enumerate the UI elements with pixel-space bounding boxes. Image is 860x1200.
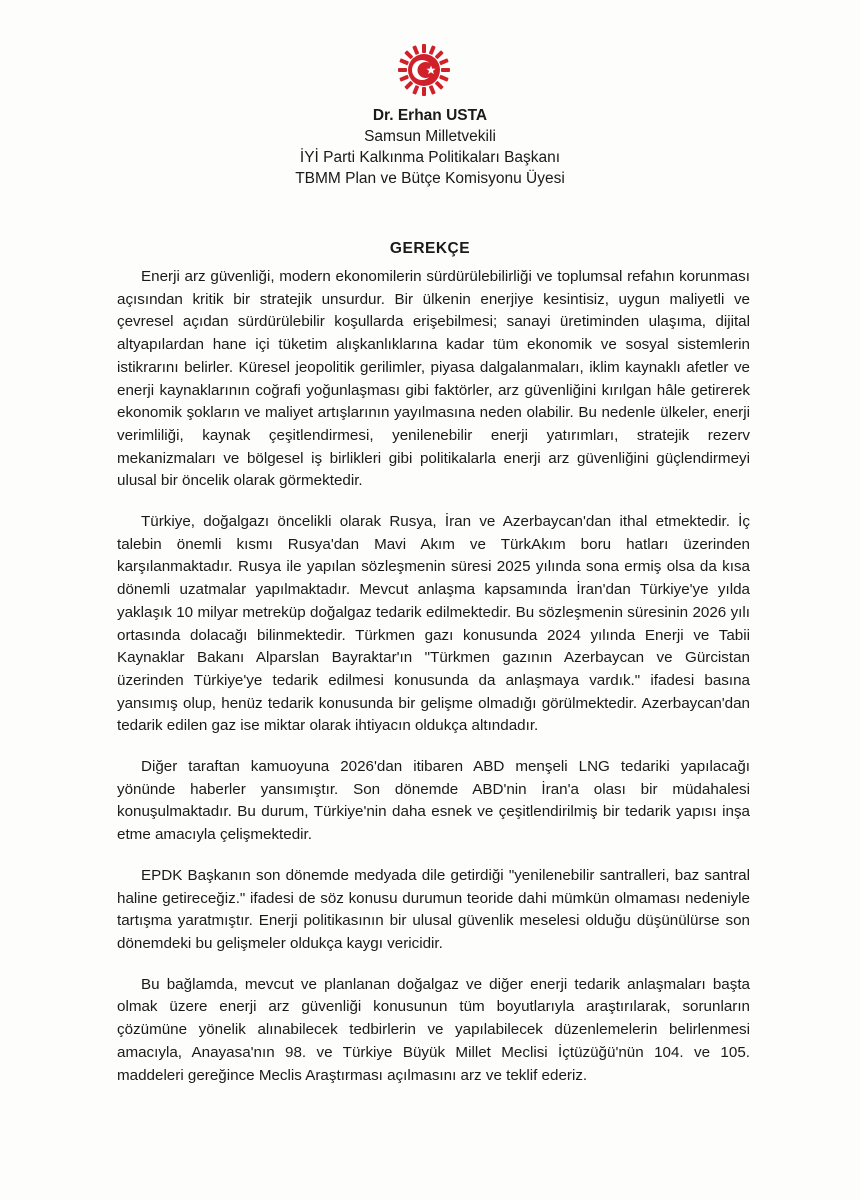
paragraph-1: Enerji arz güvenliği, modern ekonomilerin sürdürülebilirliği ve toplumsal refahın korunması açısından kritik bir stratejik unsurdur. Bir ülkenin enerjiye kesintisiz, uygun maliyetli ve çevresel açıdan sürdürülebilir koşullarda erişebilmesi; sanayi üretiminden ulaşıma, dijital altyapılardan hane içi tüketim alışkanlıklarına kadar tüm ekonomik ve sosyal sistemlerin istikrarını belirler. Küresel jeopolitik gerilimler, piyasa dalgalanmaları, iklim kaynaklı afetler ve enerji kaynaklarının coğrafi yoğunlaşması gibi faktörler, arz güvenliğini kırılgan hâle getirerek ekonomik şokların ve maliyet artışlarının yayılmasına neden olabilir. Bu nedenle ülkeler, enerji verimliliği, kaynak çeşitlendirmesi, yenilenebilir enerji yatırımları, stratejik rezerv mekanizmaları ve bölgesel iş birlikleri gibi politikalarla enerji arz güvenliğini güçlendirmeyi ulusal bir öncelik olarak görmektedir.	[117, 268, 750, 490]
letterhead	[0, 105, 860, 189]
document-title: GEREKÇE	[389, 240, 471, 257]
author-title-committee: TBMM Plan ve Bütçe Komisyonu Üyesi	[295, 170, 565, 187]
author-title-party: İYİ Parti Kalkınma Politikaları Başkanı	[299, 149, 561, 166]
paragraph-3: Diğer taraftan kamuoyuna 2026'dan itibaren ABD menşeli LNG tedariki yapılacağı yönünde haberler yansımıştır. Son dönemde ABD'nin İran'a olası bir müdahalesi konuşulmaktadır. Bu durum, Türkiye'nin daha esnek ve çeşitlendirilmiş bir tedarik yapısı inşa etme amacıyla çelişmektedir.	[117, 758, 750, 844]
paragraph-5: Bu bağlamda, mevcut ve planlanan doğalgaz ve diğer enerji tedarik anlaşmaları başta olmak üzere enerji arz güvenliği konusunun tüm boyutlarıyla araştırılarak, sorunların çözümüne yönelik alınabilecek tedbirlerin ve yapılabilecek düzenlemelerin belirlenmesi amacıyla, Anayasa'nın 98. ve Türkiye Büyük Millet Meclisi İçtüzüğü'nün 104. ve 105. maddeleri gereğince Meclis Araştırması açılmasını arz ve teklif ederiz.	[117, 975, 750, 1084]
document-body	[117, 266, 750, 1105]
paragraph-4: EPDK Başkanın son dönemde medyada dile getirdiği "yenilenebilir santralleri, baz santral haline getireceğiz." ifadesi de söz konusu durumun teoride dahi mümkün olmaması nedeniyle tartışma yaratmıştır. Enerji politikasının bir ulusal güvenlik meselesi olduğu düşünülürse son dönemdeki bu gelişmeler oldukça kaygı vericidir.	[117, 866, 750, 952]
author-name: Dr. Erhan USTA	[372, 107, 488, 124]
author-title-constituency: Samsun Milletvekili	[364, 128, 496, 145]
tbmm-emblem-icon	[397, 43, 451, 97]
paragraph-2: Türkiye, doğalgazı öncelikli olarak Rusya, İran ve Azerbaycan'dan ithal etmektedir. İç talebin önemli kısmı Rusya'dan Mavi Akım ve TürkAkım boru hatları üzerinden karşılanmaktadır. Rusya ile yapılan sözleşmenin süresi 2025 yılında sona ermiş olsa da kısa dönemli uzatmalar yapılmaktadır. Mevcut anlaşma kapsamında İran'dan Türkiye'ye yılda yaklaşık 10 milyar metreküp doğalgaz tedarik edilmektedir. Bu sözleşmenin süresinin 2026 yılı ortasında dolacağı bilinmektedir. Türkmen gazı konusunda 2024 yılında Enerji ve Tabii Kaynaklar Bakanı Alparslan Bayraktar'ın "Türkmen gazının Azerbaycan ve Gürcistan üzerinden Türkiye'ye tedarik edilmesi konusunda da anlaşmaya vardık." ifadesi basına yansımış olup, henüz tedarik konusunda bir gelişme olmadığı görülmektedir. Azerbaycan'dan tedarik edilen gaz ise miktar olarak ihtiyacın oldukça altındadır.	[117, 513, 750, 735]
